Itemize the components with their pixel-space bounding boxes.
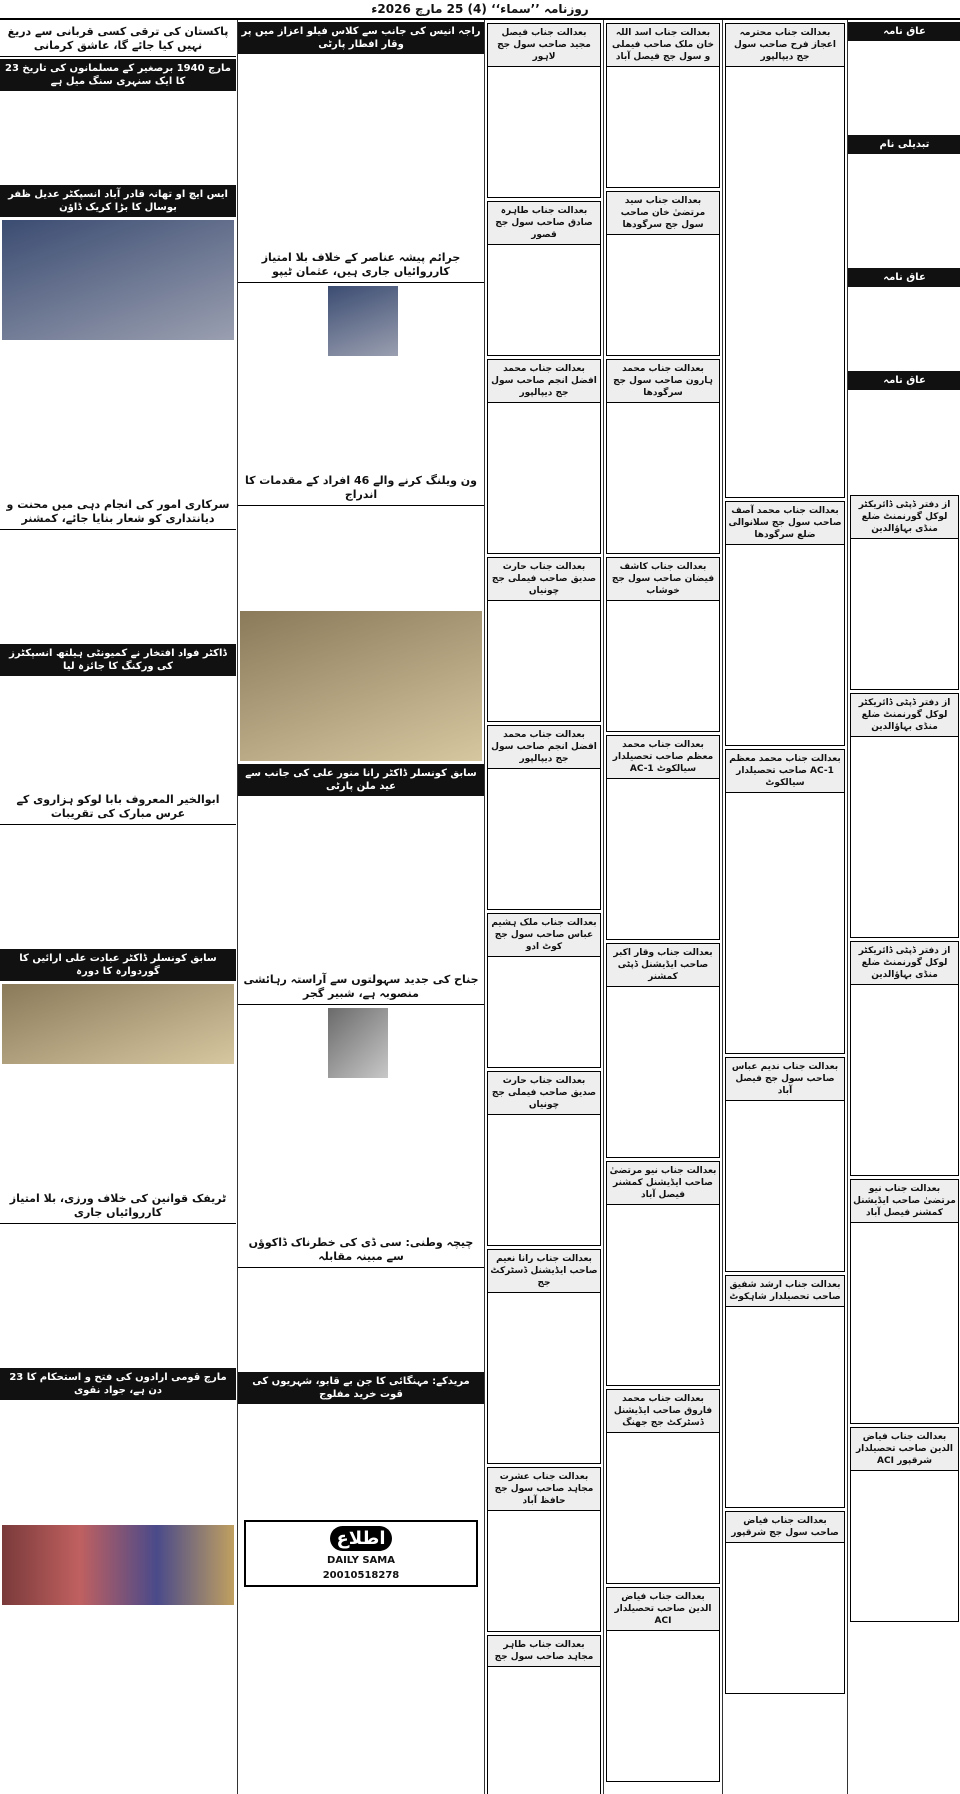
legal-notice: بعدالت جناب محمد آصف صاحب سول جج سلانوالی ضلع سرگودھا xyxy=(725,501,845,746)
aaq-nama-heading: عاق نامہ xyxy=(848,371,960,390)
legal-notice: بعدالت جناب محمد فاروق صاحب ایڈیشنل ڈسٹرکٹ جج جھنگ xyxy=(606,1389,720,1584)
notice-title: اطلاع xyxy=(330,1526,391,1551)
legal-notice: بعدالت جناب حارث صدیق صاحب فیملی جج چونیاں xyxy=(487,557,601,722)
article-text xyxy=(0,1067,236,1187)
article-text xyxy=(238,1406,484,1516)
legal-notice: بعدالت جناب ارشد شفیق صاحب تحصیلدار شاہکوٹ xyxy=(725,1275,845,1508)
headline-2: 23 مارچ 1940 برصغیر کے مسلمانوں کی تاریخ کا ایک سنہری سنگ میل ہے xyxy=(0,59,236,91)
headline-4: سرکاری امور کی انجام دہی میں محنت و دیانتداری کو شعار بنایا جائے، کمشنر xyxy=(0,495,236,530)
headline-2: جرائم پیشہ عناصر کے خلاف بلا امتیاز کارروائیاں جاری ہیں، عثمان ٹیپو xyxy=(238,248,484,283)
legal-notice: بعدالت جناب عشرت مجاہد صاحب سول جج حافظ آباد xyxy=(487,1467,601,1632)
headline-7: مریدکے: مہنگائی کا جن بے قابو، شہریوں کی قوت خرید مفلوج xyxy=(238,1372,484,1404)
article-text xyxy=(238,56,484,246)
collage-photo xyxy=(2,1525,234,1605)
article-text xyxy=(0,1226,236,1366)
officer-photo xyxy=(328,286,398,356)
legal-notice: بعدالت جناب فیاض صاحب سول جج شرقپور xyxy=(725,1511,845,1694)
legal-notice: بعدالت جناب اسد اللہ خان ملک صاحب فیملی و سول جج فیصل آباد xyxy=(606,23,720,188)
legal-notice: بعدالت جناب ندیم عباس صاحب سول جج فیصل آباد xyxy=(725,1057,845,1272)
headline-9: 23 مارچ قومی ارادوں کی فتح و استحکام کا دن ہے، جواد نقوی xyxy=(0,1368,236,1400)
headline-3: ایس ایچ او تھانہ قادر آباد انسپکٹر عدیل ظفر بوسال کا بڑا کریک ڈاؤن xyxy=(0,185,236,217)
legal-notice: از دفتر ڈپٹی ڈائریکٹر لوکل گورنمنٹ ضلع منڈی بہاؤالدین xyxy=(850,495,959,690)
masthead: روزنامہ ’’سماء‘‘ (4) 25 مارچ 2026ء xyxy=(0,0,960,20)
headline-5: جناح کی جدید سہولتوں سے آراستہ رہائشی منصوبہ ہے، شبیر گجر xyxy=(238,970,484,1005)
event-photo xyxy=(2,984,234,1064)
legal-notice: بعدالت جناب حارث صدیق صاحب فیملی جج چونیاں xyxy=(487,1071,601,1246)
article-text xyxy=(0,1402,236,1522)
headline-6: ابوالخیر المعروف بابا لوکو ہزاروی کے عرس مبارک کی تقریبات xyxy=(0,790,236,825)
legal-notice: بعدالت جناب کاشف فیضان صاحب سول جج خوشاب xyxy=(606,557,720,732)
article-text xyxy=(0,343,236,493)
ceremony-photo xyxy=(240,611,482,761)
legal-notice: بعدالت جناب فیصل مجید صاحب سول جج لاہور xyxy=(487,23,601,198)
legal-notice: بعدالت جناب محمد معظم صاحب تحصیلدار AC-1 سیالکوٹ xyxy=(725,749,845,1054)
notice-paper: DAILY SAMA xyxy=(327,1555,395,1566)
column-3 xyxy=(484,20,603,1794)
portrait-photo xyxy=(328,1008,388,1078)
column-4 xyxy=(603,20,722,1794)
columns xyxy=(0,20,960,1794)
legal-notice: بعدالت جناب محمد معظم صاحب تحصیلدار AC-1 سیالکوٹ xyxy=(606,735,720,940)
legal-notice: بعدالت جناب وقار اکبر صاحب ایڈیشنل ڈپٹی کمشنر xyxy=(606,943,720,1158)
headline-6: چیچہ وطنی: سی ڈی کی خطرناک ڈاکوؤں سے مبینہ مقابلہ xyxy=(238,1233,484,1268)
column-6 xyxy=(847,20,960,1794)
legal-notice: بعدالت جناب طاہر مجاہد صاحب سول جج xyxy=(487,1635,601,1794)
legal-notice: بعدالت جناب رانا نعیم صاحب ایڈیشنل ڈسٹرکٹ جج xyxy=(487,1249,601,1464)
aaq-nama-heading: عاق نامہ xyxy=(848,268,960,287)
legal-notice: بعدالت جناب نیو مرتضیٰ صاحب ایڈیشنل کمشنر فیصل آباد xyxy=(606,1161,720,1386)
police-officer-photo xyxy=(2,220,234,340)
column-5 xyxy=(722,20,847,1794)
article-text xyxy=(238,508,484,608)
headline-7: سابق کونسلر ڈاکٹر عبادت علی ارائیں کا گوردوارہ کا دورہ xyxy=(0,949,236,981)
article-text xyxy=(238,798,484,968)
article-text xyxy=(238,1270,484,1370)
article-text xyxy=(0,93,236,183)
notice-box xyxy=(244,1520,478,1587)
column-2 xyxy=(237,20,484,1794)
column-1 xyxy=(0,20,236,1794)
legal-notice: بعدالت جناب ملک ہشیم عباس صاحب سول جج کوٹ ادو xyxy=(487,913,601,1068)
legal-notice: از دفتر ڈپٹی ڈائریکٹر لوکل گورنمنٹ ضلع منڈی بہاؤالدین xyxy=(850,941,959,1176)
article-text xyxy=(0,827,236,947)
legal-notice: بعدالت جناب محمد افضل انجم صاحب سول جج دیپالپور xyxy=(487,725,601,910)
article-text xyxy=(0,678,236,788)
name-change-heading: تبدیلی نام xyxy=(848,135,960,154)
headline-3: ون ویلنگ کرنے والے 46 افراد کے مقدمات کا اندراج xyxy=(238,471,484,506)
legal-notice: بعدالت جناب طاہرہ صادق صاحب سول جج قصور xyxy=(487,201,601,356)
legal-notice: بعدالت جناب فیاض الدین صاحب تحصیلدار ACI شرقپور xyxy=(850,1427,959,1622)
legal-notice: بعدالت جناب فیاض الدین صاحب تحصیلدار ACI xyxy=(606,1587,720,1782)
article-text xyxy=(238,359,484,469)
legal-notice: از دفتر ڈپٹی ڈائریکٹر لوکل گورنمنٹ ضلع منڈی بہاؤالدین xyxy=(850,693,959,938)
article-text xyxy=(238,1081,484,1231)
aaq-nama-heading: عاق نامہ xyxy=(848,22,960,41)
legal-notice: بعدالت جناب نیو مرتضیٰ صاحب ایڈیشنل کمشنر فیصل آباد xyxy=(850,1179,959,1424)
legal-notice: بعدالت جناب محترمہ اعجاز فرح صاحب سول جج دیپالپور xyxy=(725,23,845,498)
headline-5: ڈاکٹر فواد افتخار نے کمیونٹی ہیلتھ انسپکٹرز کی ورکنگ کا جائزہ لیا xyxy=(0,644,236,676)
headline-1: پاکستان کی ترقی کسی قربانی سے دریغ نہیں کیا جائے گا، عاشق کرمانی xyxy=(0,22,236,57)
legal-notice: بعدالت جناب محمد افضل انجم صاحب سول جج دیپالپور xyxy=(487,359,601,554)
headline-1: راجہ انیس کی جانب سے کلاس فیلو اعزاز میں پر وقار افطار پارٹی xyxy=(238,22,484,54)
article-text xyxy=(0,532,236,642)
legal-notice: بعدالت جناب سید مرتضیٰ خان صاحب سول جج سرگودھا xyxy=(606,191,720,356)
headline-8: ٹریفک قوانین کی خلاف ورزی، بلا امتیاز کارروائیاں جاری xyxy=(0,1189,236,1224)
notice-number: 20010518278 xyxy=(322,1570,400,1581)
headline-4: سابق کونسلر ڈاکٹر رانا منور علی کی جانب سے عید ملن پارٹی xyxy=(238,764,484,796)
legal-notice: بعدالت جناب محمد ہارون صاحب سول جج سرگودھا xyxy=(606,359,720,554)
